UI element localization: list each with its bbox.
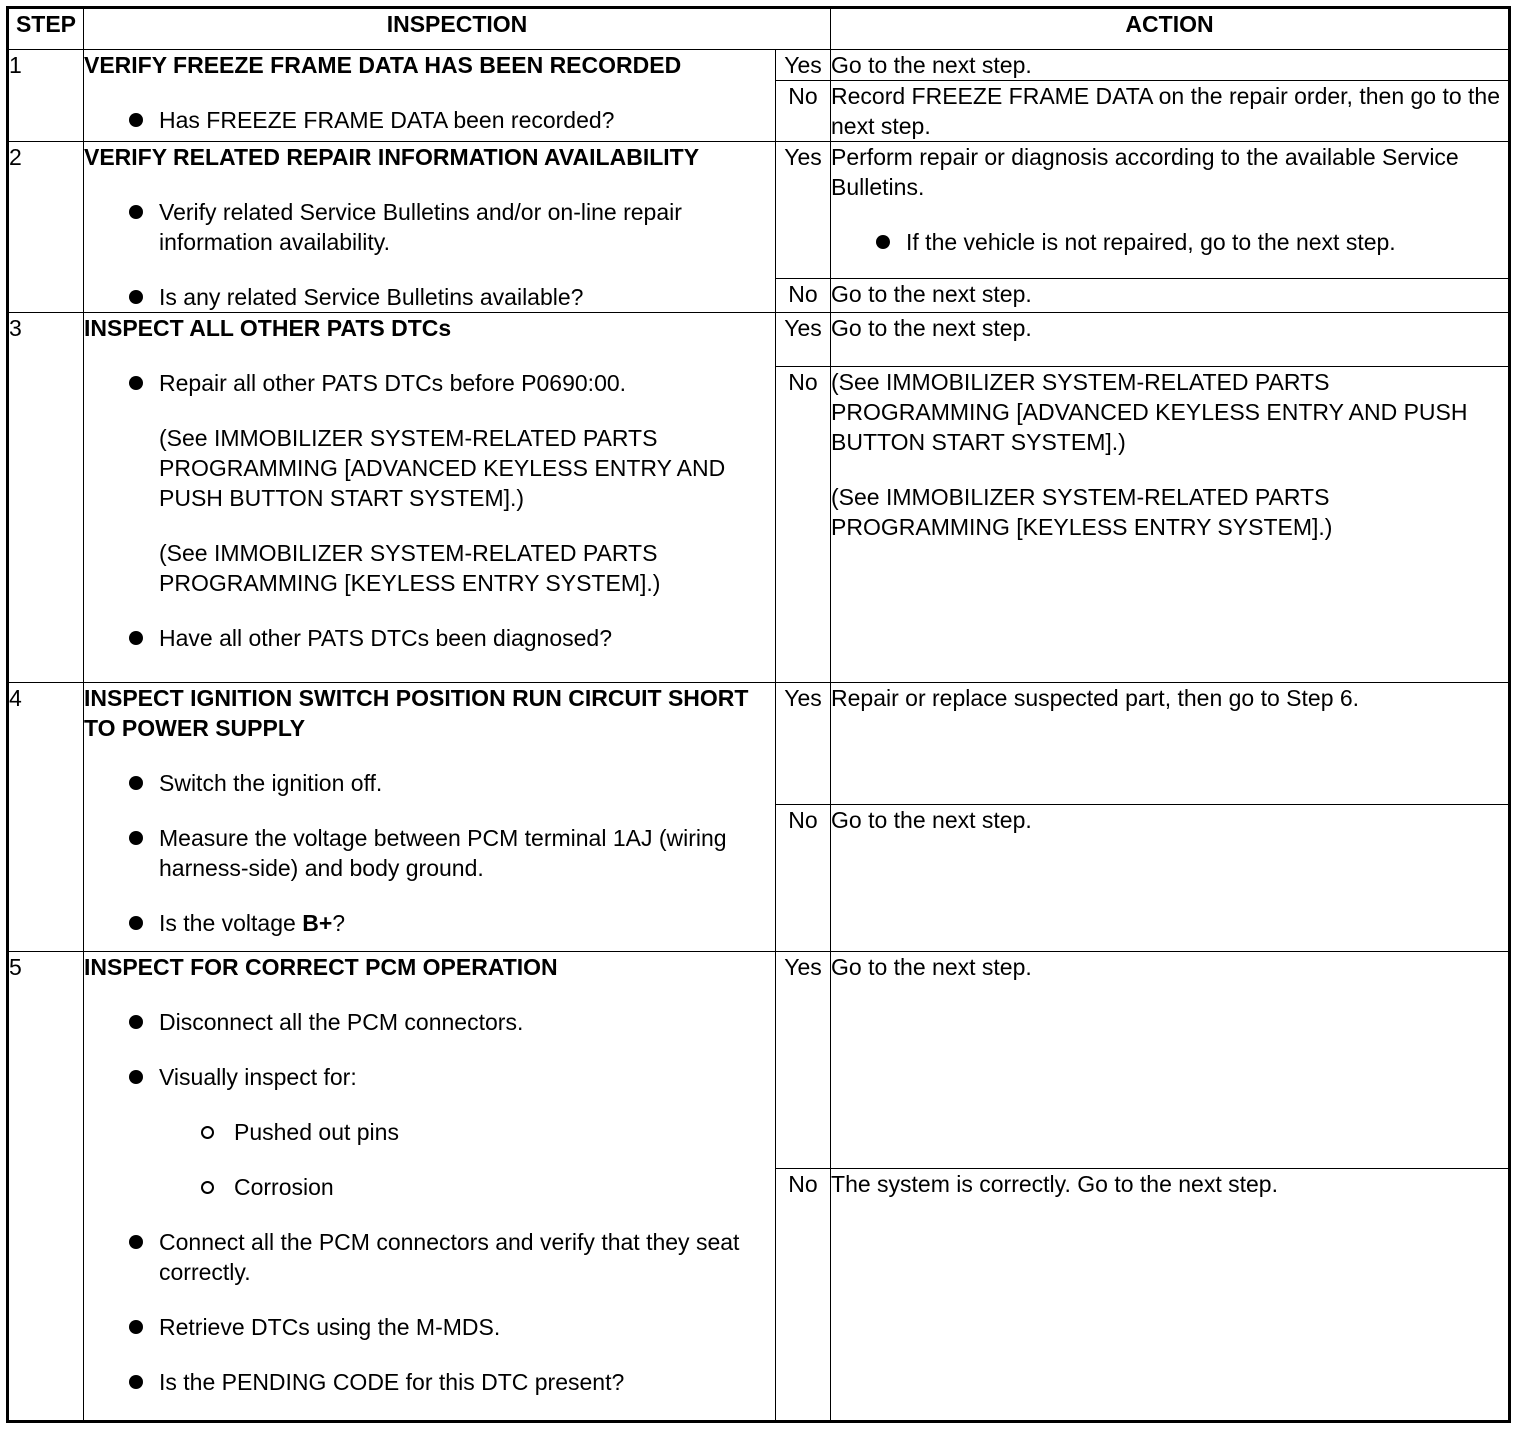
- bullet-list: [84, 768, 775, 938]
- step-number: 2: [8, 142, 84, 313]
- step-3-row-yes: [8, 313, 1510, 367]
- bullet-text-end: ?: [332, 909, 346, 936]
- bullet-item: Retrieve DTCs using the M-MDS.: [84, 1312, 775, 1342]
- yes-action: [831, 142, 1510, 279]
- bullet-list: [84, 197, 775, 312]
- bullet-item: Verify related Service Bulletins and/or on-line repair information availability.: [84, 197, 775, 257]
- step-number: 5: [8, 952, 84, 1422]
- reference-text: (See IMMOBILIZER SYSTEM-RELATED PARTS PROGRAMMING [KEYLESS ENTRY SYSTEM].): [159, 540, 661, 596]
- step-number: 3: [8, 313, 84, 683]
- step-title: VERIFY FREEZE FRAME DATA HAS BEEN RECORDED: [84, 52, 682, 78]
- step-5-row-yes: [8, 952, 1510, 1169]
- step-number: 1: [8, 50, 84, 142]
- step-inspection: [84, 682, 776, 951]
- yes-label: Yes: [776, 952, 831, 1169]
- yes-label: Yes: [776, 50, 831, 81]
- action-text: (See IMMOBILIZER SYSTEM-RELATED PARTS PROGRAMMING [KEYLESS ENTRY SYSTEM].): [831, 484, 1333, 540]
- step-title: INSPECT ALL OTHER PATS DTCs: [84, 315, 452, 341]
- yes-action: Go to the next step.: [831, 50, 1510, 81]
- header-inspection: INSPECTION: [84, 8, 831, 50]
- step-4-row-yes: [8, 682, 1510, 804]
- bullet-list: [831, 227, 1508, 257]
- no-label: No: [776, 279, 831, 313]
- voltage-value: B+: [302, 909, 333, 936]
- sub-bullet-list: [159, 1117, 775, 1202]
- diagnostic-procedure-table: [6, 6, 1511, 1423]
- step-2-row-yes: [8, 142, 1510, 279]
- bullet-list: [84, 368, 775, 653]
- bullet-item: [84, 1062, 775, 1202]
- no-action: Record FREEZE FRAME DATA on the repair order, then go to the next step.: [831, 81, 1510, 142]
- bullet-text: Is the voltage: [159, 909, 303, 936]
- bullet-item: [84, 368, 775, 598]
- bullet-item: If the vehicle is not repaired, go to the next step.: [831, 227, 1508, 257]
- sub-bullet-item: Pushed out pins: [159, 1117, 775, 1147]
- bullet-list: [84, 1007, 775, 1397]
- header-row: [8, 8, 1510, 50]
- yes-action: Go to the next step.: [831, 313, 1510, 367]
- step-title: INSPECT IGNITION SWITCH POSITION RUN CIRCUIT SHORT TO POWER SUPPLY: [84, 684, 749, 741]
- bullet-item: Have all other PATS DTCs been diagnosed?: [84, 623, 775, 653]
- bullet-item: Is the PENDING CODE for this DTC present?: [84, 1367, 775, 1397]
- action-text: (See IMMOBILIZER SYSTEM-RELATED PARTS PROGRAMMING [ADVANCED KEYLESS ENTRY AND PUSH BUTTON START SYSTEM].): [831, 369, 1468, 455]
- bullet-text: Visually inspect for:: [159, 1064, 357, 1091]
- no-label: No: [776, 1169, 831, 1422]
- yes-label: Yes: [776, 142, 831, 279]
- bullet-item: Measure the voltage between PCM terminal 1AJ (wiring harness-side) and body ground.: [84, 823, 775, 883]
- yes-label: Yes: [776, 313, 831, 367]
- bullet-item: Connect all the PCM connectors and verify that they seat correctly.: [84, 1227, 775, 1287]
- no-label: No: [776, 81, 831, 142]
- bullet-item: Switch the ignition off.: [84, 768, 775, 798]
- step-title: INSPECT FOR CORRECT PCM OPERATION: [84, 954, 558, 981]
- bullet-text: Repair all other PATS DTCs before P0690:00.: [159, 370, 627, 396]
- yes-action: Repair or replace suspected part, then go to Step 6.: [831, 682, 1510, 804]
- bullet-item: [84, 908, 775, 938]
- no-action: Go to the next step.: [831, 279, 1510, 313]
- step-inspection: [84, 142, 776, 313]
- step-inspection: [84, 313, 776, 683]
- reference-text: (See IMMOBILIZER SYSTEM-RELATED PARTS PROGRAMMING [ADVANCED KEYLESS ENTRY AND PUSH BUTTON START SYSTEM].): [159, 425, 726, 511]
- header-step: STEP: [8, 8, 84, 50]
- step-number: 4: [8, 682, 84, 951]
- step-inspection: [84, 50, 776, 142]
- bullet-item: Has FREEZE FRAME DATA been recorded?: [84, 105, 775, 135]
- no-action: The system is correctly. Go to the next step.: [831, 1169, 1510, 1422]
- bullet-list: [84, 105, 775, 135]
- yes-action: Go to the next step.: [831, 952, 1510, 1169]
- bullet-item: Disconnect all the PCM connectors.: [84, 1007, 775, 1037]
- bullet-item: Is any related Service Bulletins available?: [84, 282, 775, 312]
- action-text: Perform repair or diagnosis according to the available Service Bulletins.: [831, 144, 1459, 200]
- yes-label: Yes: [776, 682, 831, 804]
- no-label: No: [776, 804, 831, 951]
- sub-bullet-item: Corrosion: [159, 1172, 775, 1202]
- step-1-row-yes: [8, 50, 1510, 81]
- step-inspection: [84, 952, 776, 1422]
- no-action: [831, 367, 1510, 683]
- no-action: Go to the next step.: [831, 804, 1510, 951]
- header-action: ACTION: [831, 8, 1510, 50]
- no-label: No: [776, 367, 831, 683]
- step-title: VERIFY RELATED REPAIR INFORMATION AVAILABILITY: [84, 144, 700, 170]
